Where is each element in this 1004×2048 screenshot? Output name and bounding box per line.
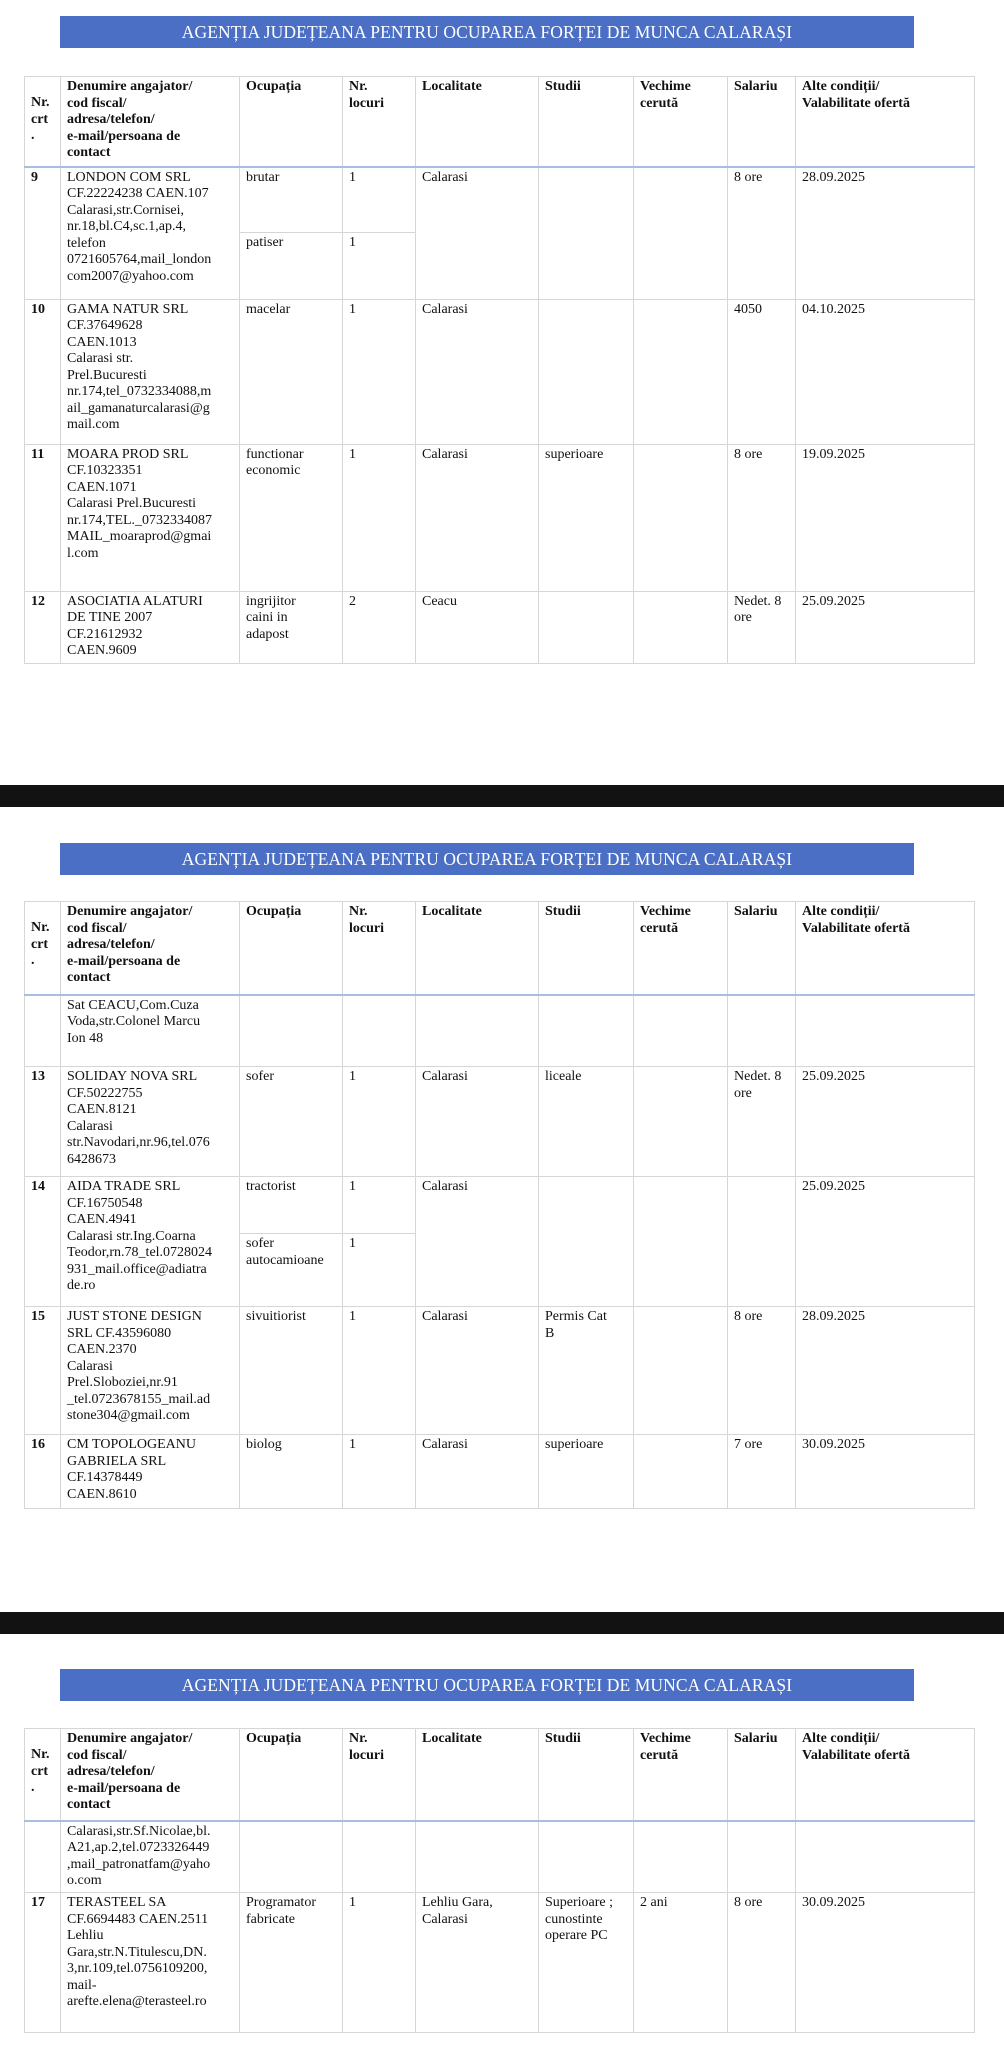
studies-cell: superioare (539, 1435, 634, 1509)
table-row (25, 167, 975, 300)
validity-cell: 25.09.2025 (796, 1067, 975, 1177)
validity-cell: 30.09.2025 (796, 1893, 975, 2033)
header-places: Nr. locuri (343, 902, 416, 995)
seniority-cell (634, 299, 728, 444)
table-header-row (25, 1729, 975, 1821)
header-occupation: Ocupația (240, 1729, 343, 1821)
header-locality: Localitate (416, 1729, 539, 1821)
table-row (25, 1893, 975, 2033)
places-cell (343, 1821, 416, 1893)
occupation-cell: sivuitiorist (240, 1307, 343, 1435)
row-number (25, 995, 61, 1067)
validity-cell: 19.09.2025 (796, 444, 975, 591)
places-cell (343, 1177, 416, 1307)
salary-cell: Nedet. 8 ore (728, 591, 796, 663)
occupation-cell (240, 1177, 343, 1307)
row-number: 16 (25, 1435, 61, 1509)
employer-cell: AIDA TRADE SRL CF.16750548 CAEN.4941 Calarasi str.Ing.Coarna Teodor,rn.78_tel.0728024 931_mail.office@adiatra de.ro (61, 1177, 240, 1307)
table-header-row (25, 902, 975, 995)
studies-cell (539, 167, 634, 300)
page-2 (0, 807, 1004, 1612)
header-employer: Denumire angajator/ cod fiscal/ adresa/telefon/ e-mail/persoana de contact (61, 77, 240, 167)
row-number: 15 (25, 1307, 61, 1435)
places-cell: 1 (343, 1067, 416, 1177)
header-places: Nr. locuri (343, 77, 416, 167)
employer-cell: CM TOPOLOGEANU GABRIELA SRL CF.14378449 CAEN.8610 (61, 1435, 240, 1509)
row-number: 17 (25, 1893, 61, 2033)
salary-cell: Nedet. 8 ore (728, 1067, 796, 1177)
locality-cell (416, 1821, 539, 1893)
header-salary: Salariu (728, 77, 796, 167)
employer-cell: JUST STONE DESIGN SRL CF.43596080 CAEN.2370 Calarasi Prel.Sloboziei,nr.91 _tel.0723678155_mail.ad stone304@gmail.com (61, 1307, 240, 1435)
header-salary: Salariu (728, 902, 796, 995)
places-value-2: 1 (343, 1233, 415, 1306)
validity-cell (796, 995, 975, 1067)
row-number (25, 1821, 61, 1893)
seniority-cell (634, 1821, 728, 1893)
header-locality: Localitate (416, 77, 539, 167)
places-cell (343, 995, 416, 1067)
occupation-cell (240, 1821, 343, 1893)
places-cell: 1 (343, 1893, 416, 2033)
seniority-cell (634, 444, 728, 591)
header-nr: Nr. crt . (25, 77, 61, 167)
row-number: 9 (25, 167, 61, 300)
occupation-cell: Programator fabricate (240, 1893, 343, 2033)
table-row (25, 444, 975, 591)
seniority-cell (634, 1435, 728, 1509)
studies-cell: Superioare ; cunostinte operare PC (539, 1893, 634, 2033)
locality-cell: Ceacu (416, 591, 539, 663)
employer-cell: Calarasi,str.Sf.Nicolae,bl. A21,ap.2,tel.0723326449 ,mail_patronatfam@yaho o.com (61, 1821, 240, 1893)
header-studies: Studii (539, 1729, 634, 1821)
validity-cell: 04.10.2025 (796, 299, 975, 444)
occupation-cell: macelar (240, 299, 343, 444)
studies-cell: Permis Cat B (539, 1307, 634, 1435)
studies-cell (539, 299, 634, 444)
header-other: Alte condiții/ Valabilitate ofertă (796, 77, 975, 167)
header-employer: Denumire angajator/ cod fiscal/ adresa/telefon/ e-mail/persoana de contact (61, 902, 240, 995)
locality-cell: Calarasi (416, 1067, 539, 1177)
occupation-value-2: patiser (240, 232, 342, 299)
row-number: 10 (25, 299, 61, 444)
seniority-cell (634, 167, 728, 300)
page-3 (0, 1634, 1004, 2048)
salary-cell: 4050 (728, 299, 796, 444)
salary-cell: 8 ore (728, 167, 796, 300)
occupation-cell: ingrijitor caini in adapost (240, 591, 343, 663)
header-studies: Studii (539, 902, 634, 995)
seniority-cell (634, 1177, 728, 1307)
places-cell: 1 (343, 1435, 416, 1509)
header-employer: Denumire angajator/ cod fiscal/ adresa/telefon/ e-mail/persoana de contact (61, 1729, 240, 1821)
salary-cell: 8 ore (728, 444, 796, 591)
table-header-row (25, 77, 975, 167)
page-1 (0, 0, 1004, 790)
studies-cell (539, 1821, 634, 1893)
places-cell: 1 (343, 1307, 416, 1435)
studies-cell: superioare (539, 444, 634, 591)
places-cell: 2 (343, 591, 416, 663)
validity-cell: 25.09.2025 (796, 591, 975, 663)
row-number: 11 (25, 444, 61, 591)
job-offers-table (24, 1728, 975, 2033)
table-row (25, 299, 975, 444)
row-number: 12 (25, 591, 61, 663)
header-occupation: Ocupația (240, 902, 343, 995)
employer-cell: TERASTEEL SA CF.6694483 CAEN.2511 Lehliu Gara,str.N.Titulescu,DN. 3,nr.109,tel.0756109200, mail- arefte.elena@terasteel.ro (61, 1893, 240, 2033)
header-locality: Localitate (416, 902, 539, 995)
header-occupation: Ocupația (240, 77, 343, 167)
row-number: 14 (25, 1177, 61, 1307)
salary-cell (728, 1821, 796, 1893)
job-offers-table (24, 76, 975, 664)
agency-banner: AGENȚIA JUDEȚEANA PENTRU OCUPAREA FORȚEI DE MUNCA CALARAȘI (60, 16, 914, 48)
header-other: Alte condiții/ Valabilitate ofertă (796, 902, 975, 995)
places-value-2: 1 (343, 232, 415, 299)
page-separator (0, 1612, 1004, 1634)
salary-cell: 8 ore (728, 1893, 796, 2033)
places-value: 1 (349, 1179, 356, 1194)
validity-cell: 30.09.2025 (796, 1435, 975, 1509)
table-row-continuation (25, 995, 975, 1067)
employer-cell: GAMA NATUR SRL CF.37649628 CAEN.1013 Calarasi str. Prel.Bucuresti nr.174,tel_0732334088,m ail_gamanaturcalarasi@g mail.com (61, 299, 240, 444)
seniority-cell: 2 ani (634, 1893, 728, 2033)
places-cell (343, 167, 416, 300)
locality-cell (416, 995, 539, 1067)
salary-cell: 8 ore (728, 1307, 796, 1435)
occupation-value: brutar (246, 169, 280, 185)
occupation-cell: functionar economic (240, 444, 343, 591)
header-seniority: Vechime cerută (634, 77, 728, 167)
studies-cell (539, 1177, 634, 1307)
header-seniority: Vechime cerută (634, 902, 728, 995)
agency-banner: AGENȚIA JUDEȚEANA PENTRU OCUPAREA FORȚEI DE MUNCA CALARAȘI (60, 1669, 914, 1701)
header-salary: Salariu (728, 1729, 796, 1821)
header-nr: Nr. crt . (25, 902, 61, 995)
seniority-cell (634, 1307, 728, 1435)
table-row-continuation (25, 1821, 975, 1893)
page-separator (0, 785, 1004, 807)
table-row (25, 591, 975, 663)
occupation-cell: sofer (240, 1067, 343, 1177)
occupation-cell (240, 995, 343, 1067)
header-places: Nr. locuri (343, 1729, 416, 1821)
places-cell: 1 (343, 299, 416, 444)
seniority-cell (634, 995, 728, 1067)
table-row (25, 1435, 975, 1509)
header-nr: Nr. crt . (25, 1729, 61, 1821)
occupation-value-2: sofer autocamioane (240, 1233, 342, 1306)
salary-cell: 7 ore (728, 1435, 796, 1509)
locality-cell: Lehliu Gara, Calarasi (416, 1893, 539, 2033)
locality-cell: Calarasi (416, 1307, 539, 1435)
header-other: Alte condiții/ Valabilitate ofertă (796, 1729, 975, 1821)
places-cell: 1 (343, 444, 416, 591)
studies-cell (539, 591, 634, 663)
salary-cell (728, 995, 796, 1067)
occupation-value: tractorist (246, 1179, 296, 1194)
header-studies: Studii (539, 77, 634, 167)
studies-cell (539, 995, 634, 1067)
occupation-cell (240, 167, 343, 300)
row-number: 13 (25, 1067, 61, 1177)
employer-cell: SOLIDAY NOVA SRL CF.50222755 CAEN.8121 Calarasi str.Navodari,nr.96,tel.076 6428673 (61, 1067, 240, 1177)
locality-cell: Calarasi (416, 444, 539, 591)
employer-cell: MOARA PROD SRL CF.10323351 CAEN.1071 Calarasi Prel.Bucuresti nr.174,TEL._0732334087 MAIL_moaraprod@gmai l.com (61, 444, 240, 591)
validity-cell: 25.09.2025 (796, 1177, 975, 1307)
validity-cell: 28.09.2025 (796, 1307, 975, 1435)
validity-cell (796, 1821, 975, 1893)
studies-cell: liceale (539, 1067, 634, 1177)
employer-cell: LONDON COM SRL CF.22224238 CAEN.107 Calarasi,str.Cornisei, nr.18,bl.C4,sc.1,ap.4, telefon 0721605764,mail_london com2007@yahoo.com (61, 167, 240, 300)
seniority-cell (634, 1067, 728, 1177)
salary-cell (728, 1177, 796, 1307)
places-value: 1 (349, 169, 356, 185)
employer-cell: ASOCIATIA ALATURI DE TINE 2007 CF.21612932 CAEN.9609 (61, 591, 240, 663)
locality-cell: Calarasi (416, 167, 539, 300)
employer-cell: Sat CEACU,Com.Cuza Voda,str.Colonel Marcu Ion 48 (61, 995, 240, 1067)
agency-banner: AGENȚIA JUDEȚEANA PENTRU OCUPAREA FORȚEI DE MUNCA CALARAȘI (60, 843, 914, 875)
occupation-cell: biolog (240, 1435, 343, 1509)
table-row (25, 1067, 975, 1177)
job-offers-table (24, 901, 975, 1509)
locality-cell: Calarasi (416, 1435, 539, 1509)
header-seniority: Vechime cerută (634, 1729, 728, 1821)
locality-cell: Calarasi (416, 299, 539, 444)
validity-cell: 28.09.2025 (796, 167, 975, 300)
table-row (25, 1307, 975, 1435)
seniority-cell (634, 591, 728, 663)
table-row (25, 1177, 975, 1307)
locality-cell: Calarasi (416, 1177, 539, 1307)
